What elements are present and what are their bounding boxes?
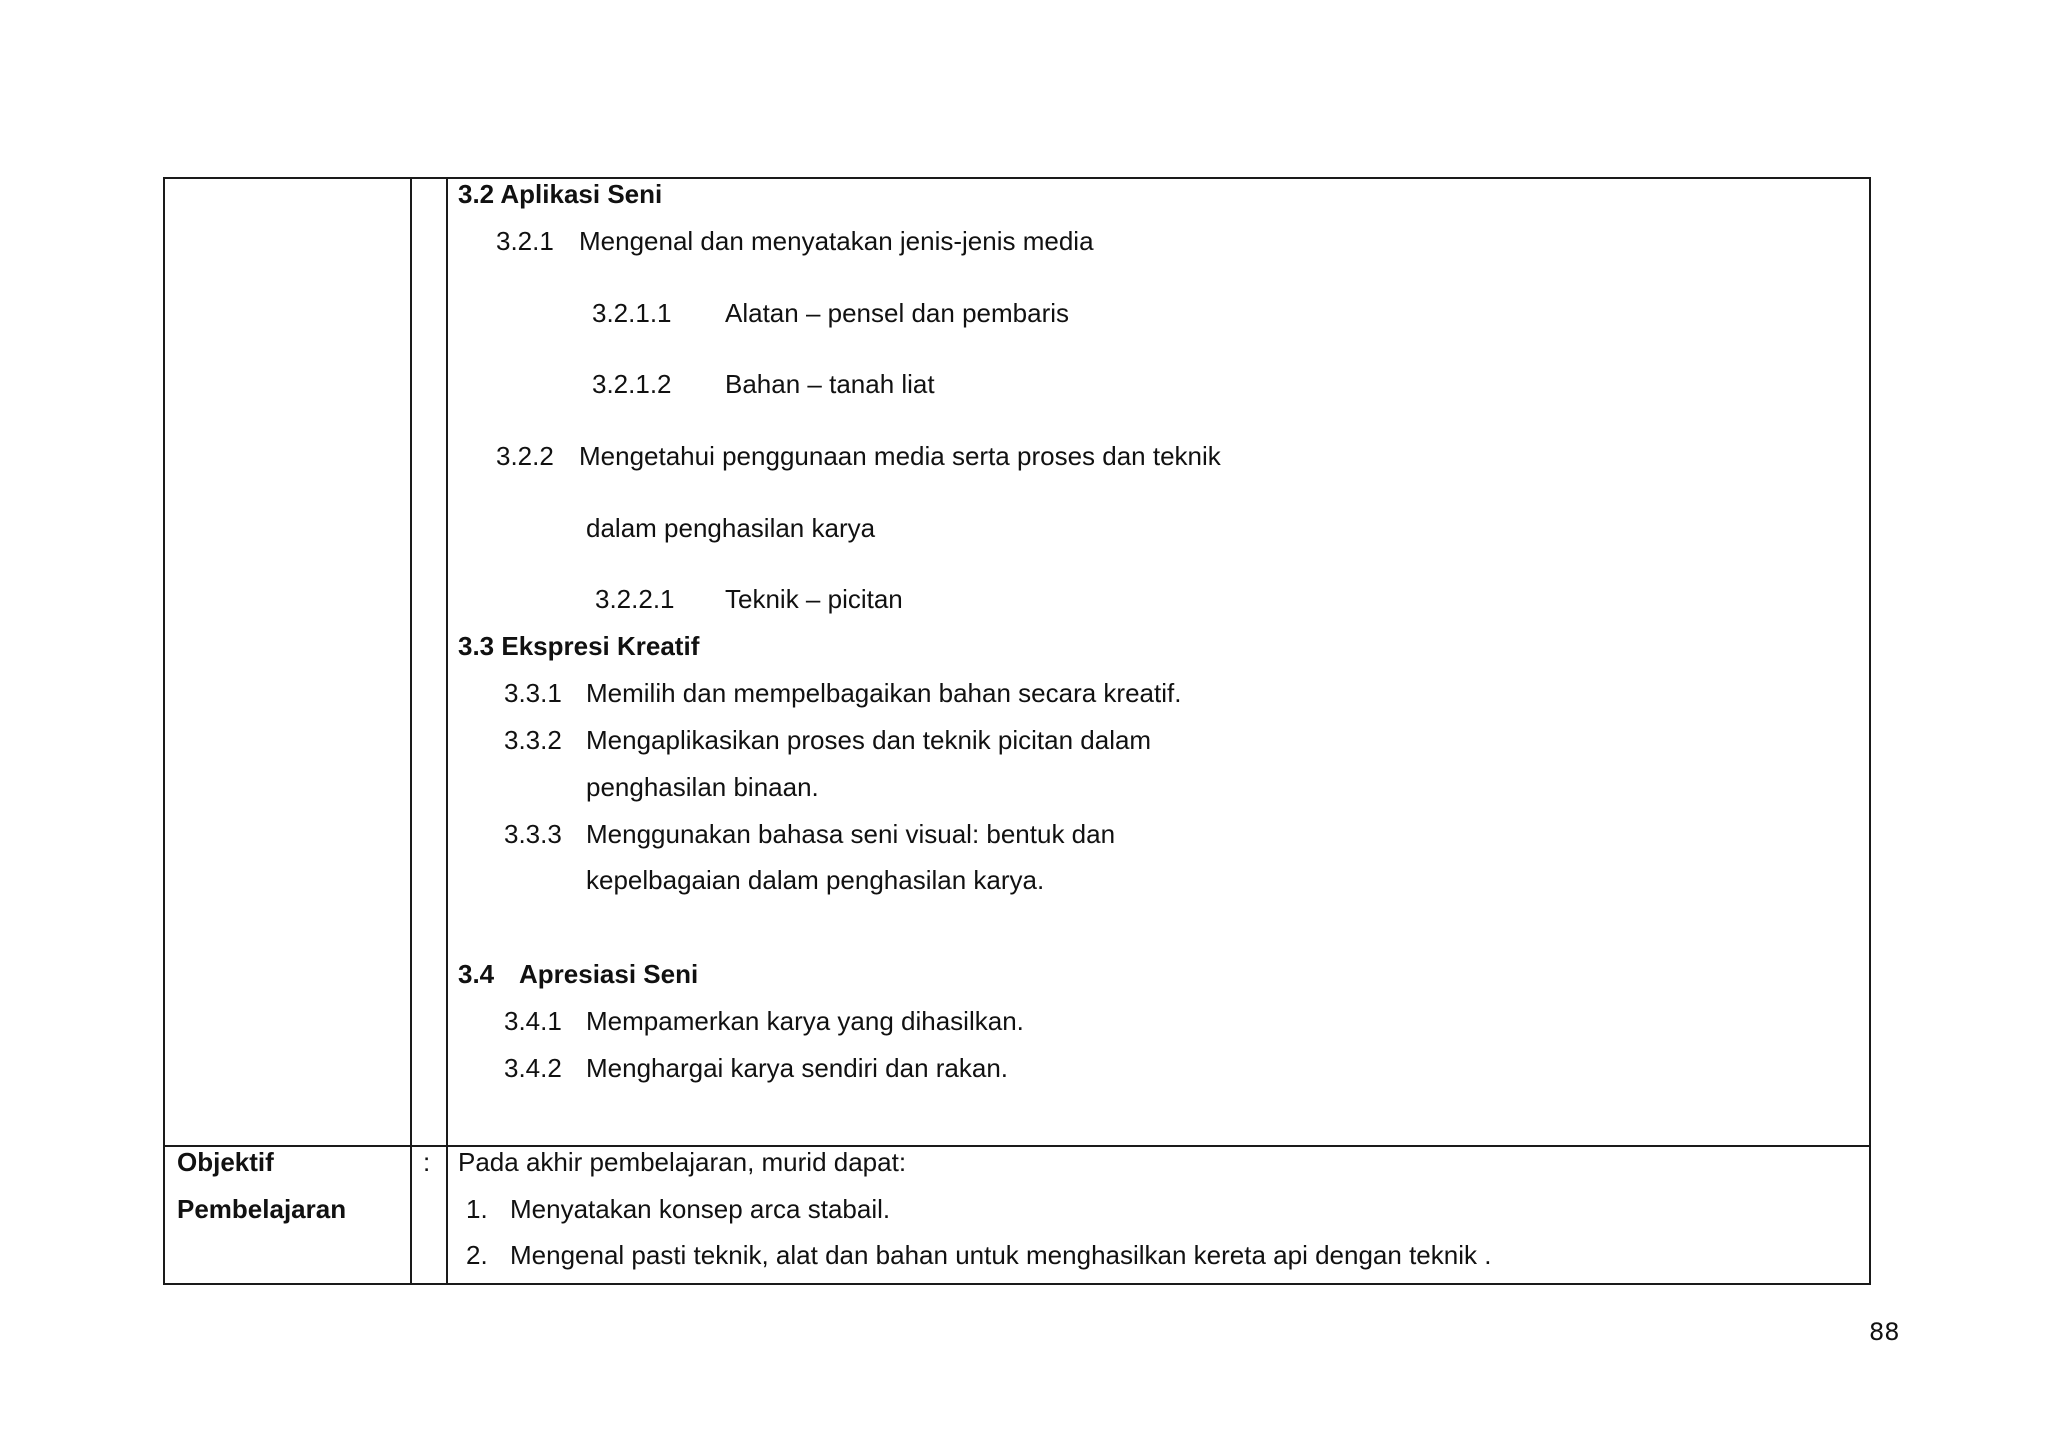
item-number: 3.4.2 [504,1053,562,1083]
item-number: 3.2.1 [496,226,554,256]
subitem-text: Teknik – picitan [725,584,903,614]
section-heading-apresiasi-seni: Apresiasi Seni [519,959,699,989]
item-text: Mengetahui penggunaan media serta proses dan teknik [579,441,1221,471]
objective-intro: Pada akhir pembelajaran, murid dapat: [458,1147,907,1177]
item-text: Menggunakan bahasa seni visual: bentuk dan [586,819,1116,849]
section-heading-ekspresi-kreatif: 3.3 Ekspresi Kreatif [458,631,700,661]
row-divider [165,1145,1869,1147]
column-divider-label [410,179,412,1283]
objective-label-line1: Objektif [177,1147,274,1177]
subitem-text: Bahan – tanah liat [725,369,935,399]
item-text: Mengaplikasikan proses dan teknik picitan dalam [586,725,1152,755]
item-text: Memilih dan mempelbagaikan bahan secara kreatif. [586,678,1182,708]
item-number: 3.4.1 [504,1006,562,1036]
item-text: Mempamerkan karya yang dihasilkan. [586,1006,1024,1036]
section-heading-aplikasi-seni: 3.2 Aplikasi Seni [458,179,663,209]
subitem-number: 3.2.1.1 [592,298,672,328]
subitem-text: Alatan – pensel dan pembaris [725,298,1070,328]
item-number: 3.3.3 [504,819,562,849]
item-number: 3.3.2 [504,725,562,755]
colon-separator: : [423,1147,431,1177]
objective-item-text: Mengenal pasti teknik, alat dan bahan untuk menghasilkan kereta api dengan teknik . [510,1240,1492,1270]
page-number: 88 [1869,1318,1900,1346]
column-divider-colon [446,179,448,1283]
item-text: Menghargai karya sendiri dan rakan. [586,1053,1009,1083]
item-text-continuation: kepelbagaian dalam penghasilan karya. [586,865,1045,895]
objective-item-text: Menyatakan konsep arca stabail. [510,1194,891,1224]
item-number: 3.2.2 [496,441,554,471]
objective-item-number: 1. [466,1194,488,1224]
subitem-number: 3.2.1.2 [592,369,672,399]
item-text-continuation: dalam penghasilan karya [586,513,876,543]
item-number: 3.3.1 [504,678,562,708]
objective-item-number: 2. [466,1240,488,1270]
objective-label-line2: Pembelajaran [177,1194,347,1224]
subitem-number: 3.2.2.1 [595,584,675,614]
item-text-continuation: penghasilan binaan. [586,772,819,802]
section-number: 3.4 [458,959,495,989]
item-text: Mengenal dan menyatakan jenis-jenis media [579,226,1094,256]
